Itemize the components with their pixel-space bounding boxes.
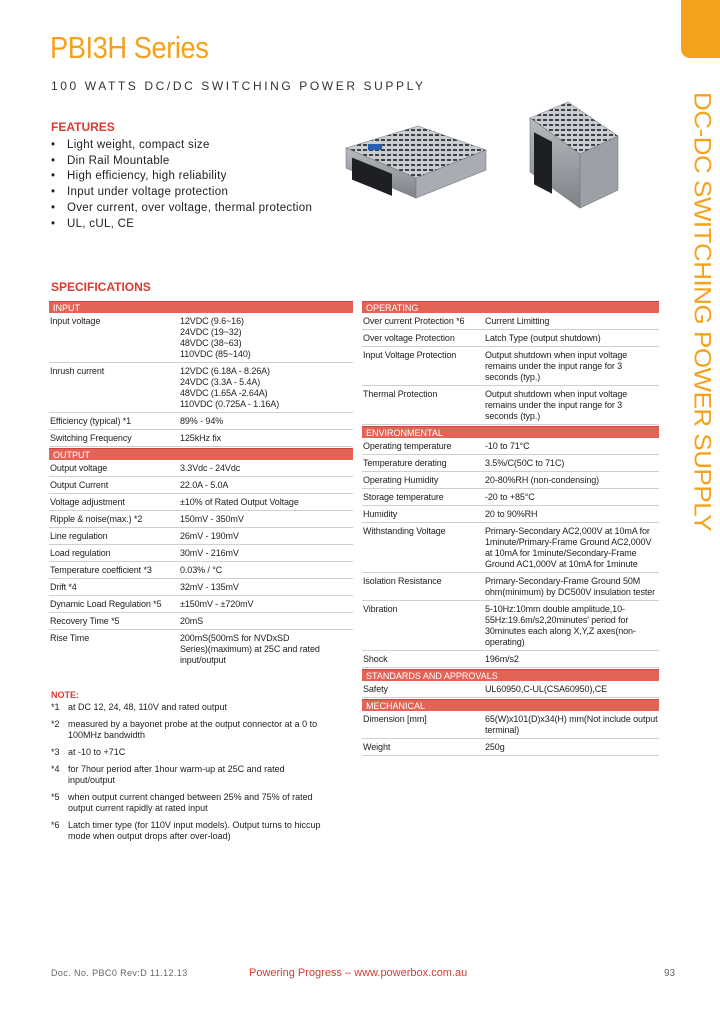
list-item: • Input under voltage protection bbox=[51, 185, 312, 201]
footer-website-link[interactable]: Powering Progress – www.powerbox.com.au bbox=[249, 967, 468, 979]
table-row: Rise Time 200mS(500mS for NVDxSD Series)(maximum) at 25C and rated input/output bbox=[50, 633, 320, 665]
side-tab bbox=[681, 0, 720, 58]
specs-right-column bbox=[362, 300, 659, 756]
specs-left-column bbox=[49, 300, 353, 668]
section-input: INPUT bbox=[49, 301, 353, 313]
table-row: Temperature derating 3.5%/C(50C to 71C) bbox=[362, 455, 659, 472]
table-row: Recovery Time *5 20mS bbox=[49, 613, 353, 630]
table-row: Weight 250g bbox=[362, 739, 659, 756]
power-supply-unit-1 bbox=[346, 126, 486, 198]
table-row: Safety UL60950,C-UL(CSA60950),CE bbox=[362, 681, 659, 698]
table-row: Dimension [mm] 65(W)x101(D)x34(H) mm(Not include output terminal) bbox=[362, 711, 659, 739]
list-item: • High efficiency, high reliability bbox=[51, 169, 312, 185]
section-operating: OPERATING bbox=[362, 301, 659, 313]
section-environmental: ENVIRONMENTAL bbox=[362, 426, 659, 438]
note-item: *5 when output current changed between 25% and 75% of rated output current rapidly at rated input bbox=[51, 792, 313, 813]
table-row: Inrush current 12VDC (6.18A - 8.26A) 24VDC (3.3A - 5.4A) 48VDC (1.65A -2.64A) 110VDC (0.725A - 1.16A) bbox=[49, 363, 353, 413]
table-row: Input Voltage Protection Output shutdown when input voltage remains under the input range for 3 seconds (typ.) bbox=[362, 347, 659, 386]
notes-heading: NOTE: bbox=[51, 690, 79, 700]
table-row: Isolation Resistance Primary-Secondary-Frame Ground 50M ohm(minimum) by DC500V insulation tester bbox=[362, 573, 659, 601]
table-row: Voltage adjustment ±10% of Rated Output Voltage bbox=[49, 494, 353, 511]
table-row: Drift *4 32mV - 135mV bbox=[49, 579, 353, 596]
table-row: Temperature coefficient *3 0.03% / °C bbox=[49, 562, 353, 579]
table-row: Operating Humidity 20-80%RH (non-condensing) bbox=[362, 472, 659, 489]
section-output: OUTPUT bbox=[49, 448, 353, 460]
table-row: Storage temperature -20 to +85°C bbox=[362, 489, 659, 506]
note-item: *1 at DC 12, 24, 48, 110V and rated output bbox=[51, 702, 227, 712]
table-row: Over current Protection *6 Current Limitting bbox=[362, 313, 659, 330]
table-row: Line regulation 26mV - 190mV bbox=[49, 528, 353, 545]
table-row: Thermal Protection Output shutdown when input voltage remains under the input range for 3 seconds (typ.) bbox=[362, 386, 659, 425]
table-row: Withstanding Voltage Primary-Secondary AC2,000V at 10mA for 1minute/Primary-Frame Ground AC2,000V at 10mA for 1minute/Secondary-Frame Ground AC1,000V at 10mA for 1minute bbox=[362, 523, 659, 573]
footer-doc-number: Doc. No. PBC0 Rev:D 11.12.13 bbox=[51, 968, 188, 978]
power-supply-unit-2 bbox=[530, 102, 618, 208]
section-mechanical: MECHANICAL bbox=[362, 699, 659, 711]
side-label: DC-DC SWITCHING POWER SUPPLY bbox=[689, 92, 717, 532]
table-row: Vibration 5-10Hz:10mm double amplitude,10- 55Hz:19.6m/s2,20minutes' period for 30minutes each along X,Y,Z axes(non- operating) bbox=[362, 601, 659, 651]
features-list bbox=[51, 138, 312, 232]
list-item: • UL, cUL, CE bbox=[51, 217, 312, 233]
table-row: Switching Frequency 125kHz fix bbox=[49, 430, 353, 447]
table-row: Efficiency (typical) *1 89% - 94% bbox=[49, 413, 353, 430]
section-standards: STANDARDS AND APPROVALS bbox=[362, 669, 659, 681]
page-title: PBI3H Series bbox=[50, 30, 209, 65]
table-row: Load regulation 30mV - 216mV bbox=[49, 545, 353, 562]
note-item: *2 measured by a bayonet probe at the output connector at a 0 to 100MHz bandwidth bbox=[51, 719, 318, 740]
table-row: Input voltage 12VDC (9.6~16) 24VDC (19~32) 48VDC (38~63) 110VDC (85~140) bbox=[49, 313, 353, 363]
notes-list bbox=[51, 702, 331, 848]
table-row: Output voltage 3.3Vdc - 24Vdc bbox=[49, 460, 353, 477]
list-item: • Light weight, compact size bbox=[51, 138, 312, 154]
note-item: *6 Latch timer type (for 110V input models). Output turns to hiccup mode when output drops after over-load) bbox=[51, 820, 321, 841]
features-heading: FEATURES bbox=[51, 120, 115, 134]
page-subtitle: 100 WATTS DC/DC SWITCHING POWER SUPPLY bbox=[51, 79, 426, 93]
table-row: Ripple & noise(max.) *2 150mV - 350mV bbox=[49, 511, 353, 528]
product-photos bbox=[338, 98, 620, 210]
note-item: *4 for 7hour period after 1hour warm-up at 25C and rated input/output bbox=[51, 764, 285, 785]
specifications-heading: SPECIFICATIONS bbox=[51, 280, 151, 294]
list-item: • Over current, over voltage, thermal protection bbox=[51, 201, 312, 217]
page-number: 93 bbox=[664, 968, 676, 979]
table-row: Operating temperature -10 to 71°C bbox=[362, 438, 659, 455]
table-row: Humidity 20 to 90%RH bbox=[362, 506, 659, 523]
table-row: Dynamic Load Regulation *5 ±150mV - ±720mV bbox=[49, 596, 353, 613]
list-item: • Din Rail Mountable bbox=[51, 154, 312, 170]
table-row: Output Current 22.0A - 5.0A bbox=[49, 477, 353, 494]
table-row: Over voltage Protection Latch Type (output shutdown) bbox=[362, 330, 659, 347]
note-item: *3 at -10 to +71C bbox=[51, 747, 126, 757]
table-row: Shock 196m/s2 bbox=[362, 651, 659, 668]
